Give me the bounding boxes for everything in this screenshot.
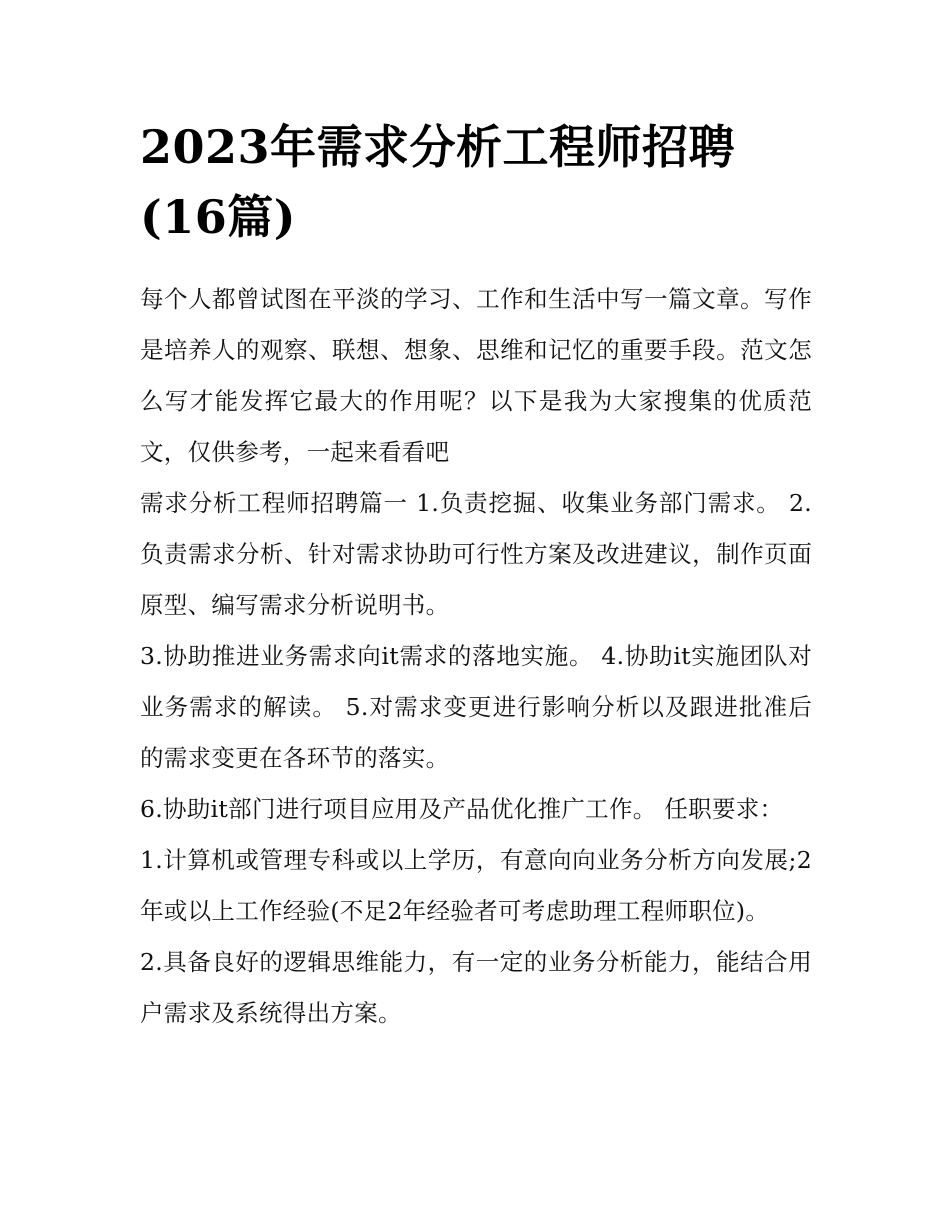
paragraph-duties-3-5: 3.协助推进业务需求向it需求的落地实施。 4.协助it实施团队对业务需求的解读。 5.对需求变更进行影响分析以及跟进批准后的需求变更在各环节的落实。	[140, 642, 812, 772]
intro-paragraph: 每个人都曾试图在平淡的学习、工作和生活中写一篇文章。写作是培养人的观察、联想、想象、思维和记忆的重要手段。范文怎么写才能发挥它最大的作用呢？以下是我为大家搜集的优质范文，仅供参考，一起来看看吧	[140, 285, 812, 466]
document-title	[140, 112, 812, 252]
document-page	[140, 112, 812, 1039]
paragraph-duty-6: 6.协助it部门进行项目应用及产品优化推广工作。 任职要求：	[140, 795, 784, 823]
document-body	[140, 274, 812, 1039]
title-line-1: 2023年需求分析工程师招聘	[140, 120, 736, 174]
title-line-2: (16篇)	[140, 190, 297, 244]
paragraph-requirement-1: 1.计算机或管理专科或以上学历，有意向向业务分析方向发展;2年或以上工作经验(不足2年经验者可考虑助理工程师职位)。	[140, 846, 812, 925]
paragraph-duties-1-2: 需求分析工程师招聘篇一 1.负责挖掘、收集业务部门需求。 2.负责需求分析、针对需求协助可行性方案及改进建议，制作页面原型、编写需求分析说明书。	[140, 489, 812, 619]
paragraph-requirement-2: 2.具备良好的逻辑思维能力，有一定的业务分析能力，能结合用户需求及系统得出方案。	[140, 948, 812, 1027]
